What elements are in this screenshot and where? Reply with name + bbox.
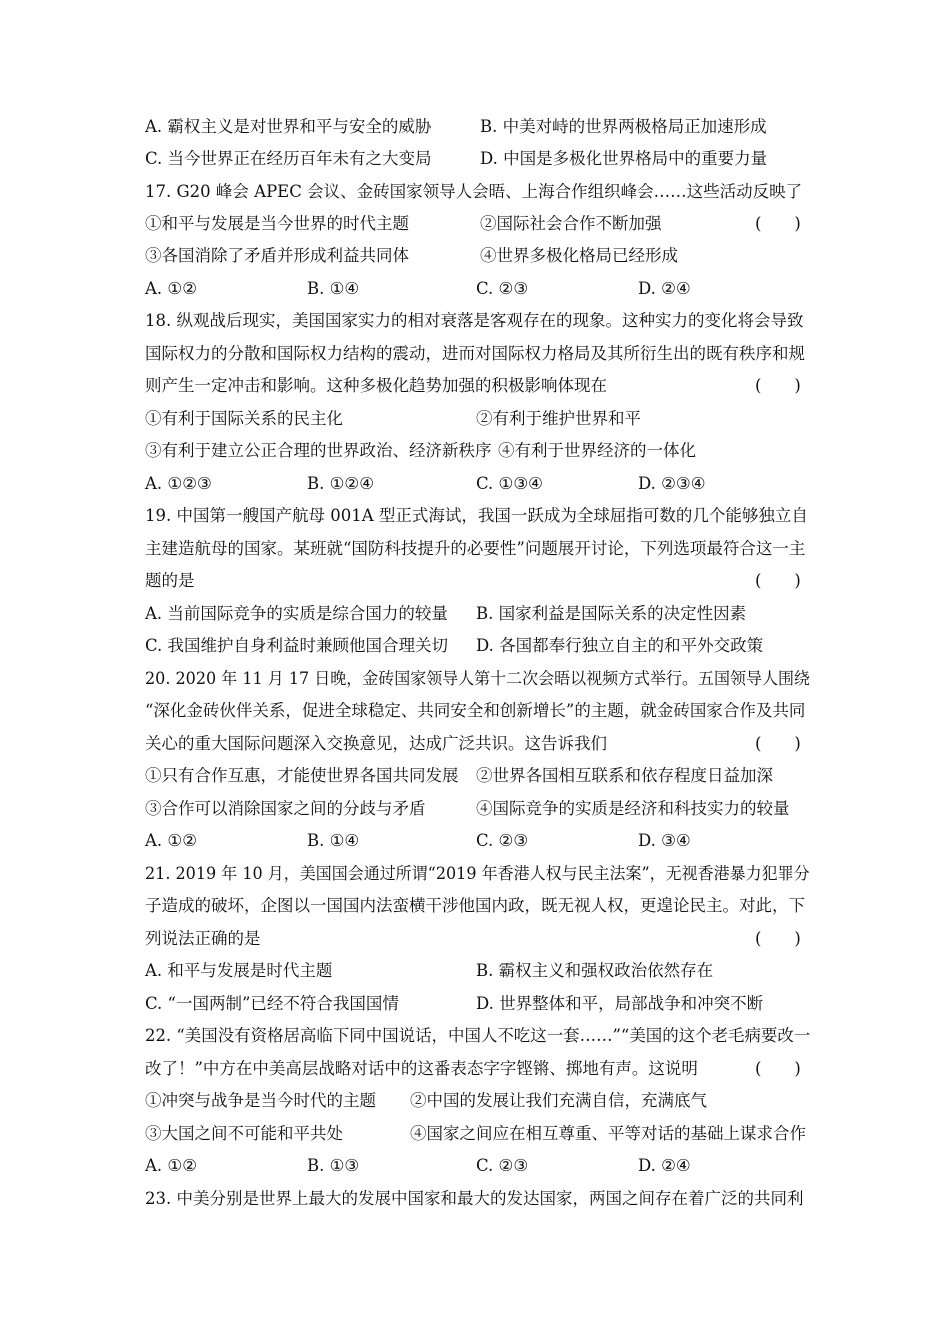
q16-option-c: C. 当今世界正在经历百年未有之大变局 xyxy=(145,149,432,168)
q22-statement-4: ④国家之间应在相互尊重、平等对话的基础上谋求合作 xyxy=(410,1124,806,1143)
q22-statement-1: ①冲突与战争是当今时代的主题 xyxy=(145,1091,376,1110)
q18-statement-1: ①有利于国际关系的民主化 xyxy=(145,409,343,428)
q22-option-a: A. ①② xyxy=(145,1156,197,1175)
q19-option-d: D. 各国都奉行独立自主的和平外交政策 xyxy=(476,636,764,655)
q17-option-a: A. ①② xyxy=(145,279,197,298)
q21-stem-line-3: 列说法正确的是 xyxy=(145,929,261,948)
q19-answer-blank: ( ) xyxy=(755,571,801,590)
q22-statement-3: ③大国之间不可能和平共处 xyxy=(145,1124,343,1143)
q20-option-d: D. ③④ xyxy=(638,831,691,850)
q17-statement-3: ③各国消除了矛盾并形成利益共同体 xyxy=(145,246,409,265)
q19-option-b: B. 国家利益是国际关系的决定性因素 xyxy=(476,604,747,623)
q17-statement-4: ④世界多极化格局已经形成 xyxy=(480,246,678,265)
q20-statement-4: ④国际竞争的实质是经济和科技实力的较量 xyxy=(476,799,790,818)
q21-option-d: D. 世界整体和平，局部战争和冲突不断 xyxy=(476,994,764,1013)
q21-answer-blank: ( ) xyxy=(755,929,801,948)
q18-statement-3: ③有利于建立公正合理的世界政治、经济新秩序 xyxy=(145,441,492,460)
q19-stem-line-2: 主建造航母的国家。某班就“国防科技提升的必要性”问题展开讨论，下列选项最符合这一主 xyxy=(145,539,806,558)
q17-option-b: B. ①④ xyxy=(307,279,360,298)
q20-stem-line-1: 20. 2020 年 11 月 17 日晚，金砖国家领导人第十二次会晤以视频方式举行。五国领导人围绕 xyxy=(145,669,810,688)
q21-option-b: B. 霸权主义和强权政治依然存在 xyxy=(476,961,714,980)
q20-option-b: B. ①④ xyxy=(307,831,360,850)
q18-option-c: C. ①③④ xyxy=(476,474,543,493)
q20-stem-line-3: 关心的重大国际问题深入交换意见，达成广泛共识。这告诉我们 xyxy=(145,734,607,753)
q19-option-a: A. 当前国际竞争的实质是综合国力的较量 xyxy=(145,604,448,623)
q20-statement-3: ③合作可以消除国家之间的分歧与矛盾 xyxy=(145,799,426,818)
q22-option-b: B. ①③ xyxy=(307,1156,360,1175)
q18-option-d: D. ②③④ xyxy=(638,474,706,493)
q22-option-c: C. ②③ xyxy=(476,1156,529,1175)
q17-statement-1: ①和平与发展是当今世界的时代主题 xyxy=(145,214,409,233)
q16-option-d: D. 中国是多极化世界格局中的重要力量 xyxy=(480,149,768,168)
q21-stem-line-2: 子造成的破坏，企图以一国国内法蛮横干涉他国内政，既无视人权，更遑论民主。对此，下 xyxy=(145,896,805,915)
q17-option-d: D. ②④ xyxy=(638,279,691,298)
q16-option-a: A. 霸权主义是对世界和平与安全的威胁 xyxy=(145,117,432,136)
q20-statement-2: ②世界各国相互联系和依存程度日益加深 xyxy=(476,766,773,785)
q21-option-c: C. “一国两制”已经不符合我国国情 xyxy=(145,994,399,1013)
q17-answer-blank: ( ) xyxy=(755,214,801,233)
q19-stem-line-3: 题的是 xyxy=(145,571,195,590)
q22-option-d: D. ②④ xyxy=(638,1156,691,1175)
q18-stem-line-1: 18. 纵观战后现实，美国国家实力的相对衰落是客观存在的现象。这种实力的变化将会导致 xyxy=(145,311,804,330)
q19-option-c: C. 我国维护自身利益时兼顾他国合理关切 xyxy=(145,636,449,655)
q18-statement-2: ②有利于维护世界和平 xyxy=(476,409,641,428)
q17-option-c: C. ②③ xyxy=(476,279,529,298)
q20-answer-blank: ( ) xyxy=(755,734,801,753)
q16-option-b: B. 中美对峙的世界两极格局正加速形成 xyxy=(480,117,767,136)
q21-stem-line-1: 21. 2019 年 10 月，美国国会通过所谓“2019 年香港人权与民主法案”，无视香港暴力犯罪分 xyxy=(145,864,810,883)
q22-statement-2: ②中国的发展让我们充满自信，充满底气 xyxy=(410,1091,707,1110)
q18-statement-4: ④有利于世界经济的一体化 xyxy=(498,441,696,460)
q18-option-b: B. ①②④ xyxy=(307,474,374,493)
q20-statement-1: ①只有合作互惠，才能使世界各国共同发展 xyxy=(145,766,459,785)
q21-option-a: A. 和平与发展是时代主题 xyxy=(145,961,333,980)
q23-stem-line-1: 23. 中美分别是世界上最大的发展中国家和最大的发达国家，两国之间存在着广泛的共同利 xyxy=(145,1189,804,1208)
q17-statement-2: ②国际社会合作不断加强 xyxy=(480,214,662,233)
q18-stem-line-2: 国际权力的分散和国际权力结构的震动，进而对国际权力格局及其所衍生出的既有秩序和规 xyxy=(145,344,805,363)
q20-stem-line-2: “深化金砖伙伴关系，促进全球稳定、共同安全和创新增长”的主题，就金砖国家合作及共同 xyxy=(145,701,806,720)
q18-option-a: A. ①②③ xyxy=(145,474,212,493)
q19-stem-line-1: 19. 中国第一艘国产航母 001A 型正式海试，我国一跃成为全球屈指可数的几个能够独立自 xyxy=(145,506,808,525)
q18-answer-blank: ( ) xyxy=(755,376,801,395)
q18-stem-line-3: 则产生一定冲击和影响。这种多极化趋势加强的积极影响体现在 xyxy=(145,376,607,395)
q22-stem-line-2: 改了！”中方在中美高层战略对话中的这番表态字字铿锵、掷地有声。这说明 xyxy=(145,1059,698,1078)
q20-option-c: C. ②③ xyxy=(476,831,529,850)
q22-stem-line-1: 22. “美国没有资格居高临下同中国说话，中国人不吃这一套……”“美国的这个老毛病要改一 xyxy=(145,1026,811,1045)
q17-stem: 17. G20 峰会 APEC 会议、金砖国家领导人会晤、上海合作组织峰会……这些活动反映了 xyxy=(145,182,803,201)
q20-option-a: A. ①② xyxy=(145,831,197,850)
q22-answer-blank: ( ) xyxy=(755,1059,801,1078)
